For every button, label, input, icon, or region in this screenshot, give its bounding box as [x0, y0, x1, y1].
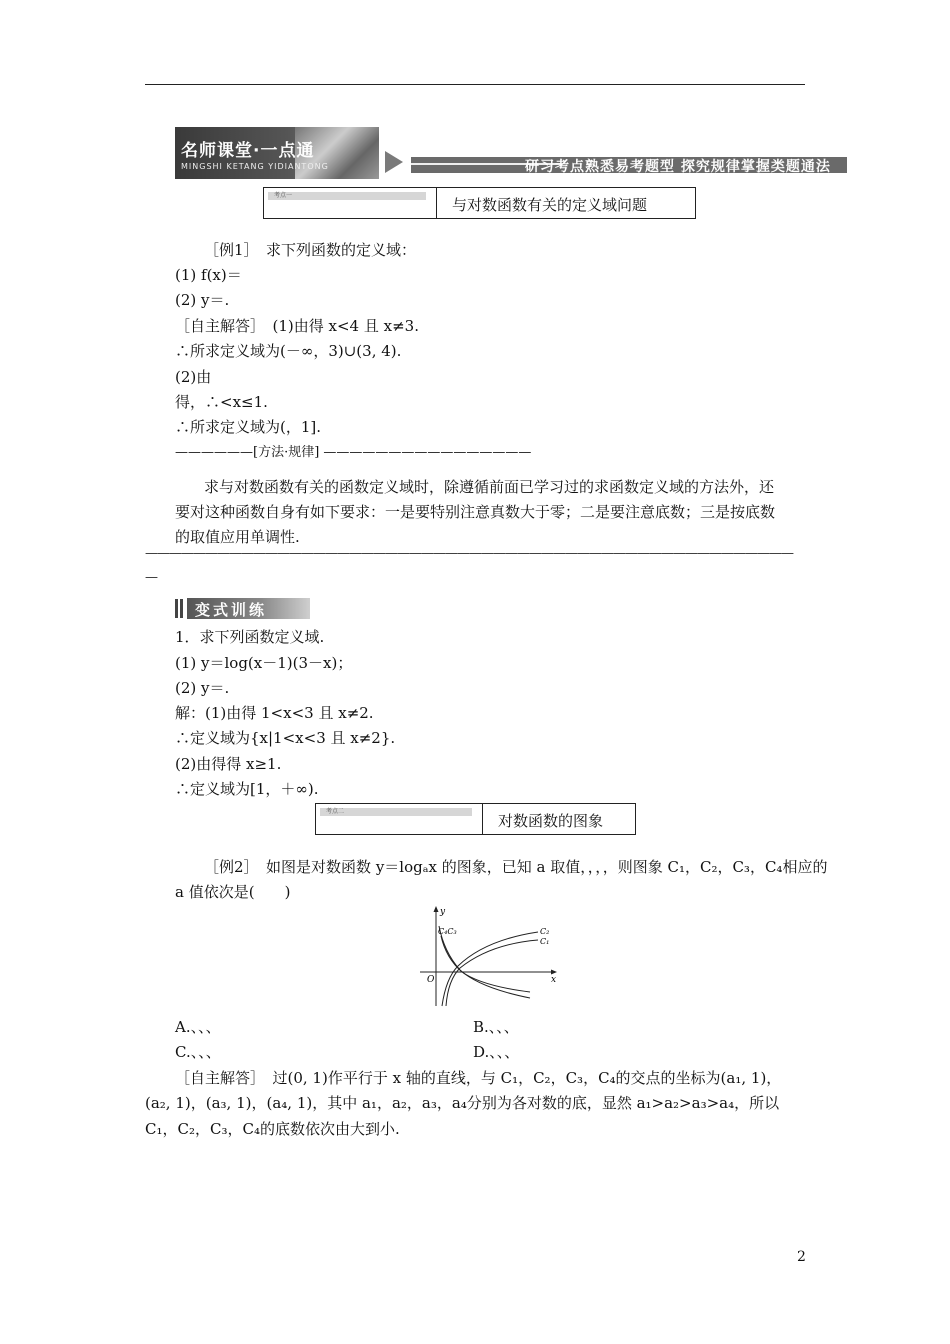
example2-solution-1: ［自主解答］ 过(0, 1)作平行于 x 轴的直线，与 C₁，C₂，C₃，C₄的交点的坐标为(a₁, 1)， — [175, 1069, 782, 1087]
example1-solution-3: (2)由 — [175, 368, 212, 386]
y-axis-arrow-icon — [434, 906, 439, 912]
method-paragraph-2: 要对这种函数自身有如下要求：一是要特别注意真数大于零；二是要注意底数；三是按底数 — [175, 503, 776, 521]
method-label: ——————[方法·规律] ———————————————— — [175, 445, 532, 460]
method-paragraph-3: 的取值应用单调性. — [175, 528, 300, 546]
label-c4-c3: C₄C₃ — [438, 927, 457, 936]
practice-title: 变式训练 — [195, 601, 268, 619]
banner-slogan: 研习考点熟悉易考题型 探究规律掌握类题通法 — [525, 159, 831, 175]
practice-bars — [175, 599, 178, 618]
example1-q1: (1) f(x)＝ — [175, 266, 242, 284]
curve-c4 — [441, 936, 530, 992]
page-number: 2 — [797, 1249, 806, 1265]
example2-paragraph-2: a 值依次是( ) — [175, 883, 291, 901]
topic-tag-label: 考点一 — [268, 192, 426, 200]
option-a: A.、、、 — [175, 1018, 221, 1036]
practice-header — [175, 598, 310, 619]
curve-c1 — [446, 940, 538, 1006]
option-c: C.、、、 — [175, 1043, 221, 1061]
example1-solution-4: 得，∴<x≤1. — [175, 393, 268, 411]
dash-rule-1: —————————————————————————————————————————————————————— — [145, 546, 793, 561]
example1-solution-2: ∴所求定义域为(－∞，3)∪(3, 4). — [175, 342, 402, 360]
y-axis-label: y — [440, 907, 446, 917]
topic-tag — [316, 804, 483, 834]
example1-q2: (2) y＝. — [175, 291, 230, 309]
topic-tag-label: 考点二 — [320, 808, 472, 816]
play-arrow-icon — [385, 151, 403, 173]
example1-solution-5: ∴所求定义域为(，1]. — [175, 418, 322, 436]
dash-rule-2: — — [145, 570, 157, 585]
practice-question: 1．求下列函数定义域. — [175, 628, 325, 646]
option-d: D.、、、 — [473, 1043, 520, 1061]
topic-title: 与对数函数有关的定义域问题 — [452, 196, 648, 214]
banner-title: 名师课堂·一点通 — [181, 141, 315, 161]
example1-solution-1: ［自主解答］ (1)由得 x<4 且 x≠3. — [175, 317, 419, 335]
x-axis-label: x — [551, 975, 557, 985]
example2-solution-2: (a₂, 1)，(a₃, 1)，(a₄, 1)，其中 a₁，a₂，a₃，a₄分别为各对数的底，显然 a₁>a₂>a₃>a₄，所以 — [145, 1094, 780, 1112]
x-axis-arrow-icon — [551, 970, 557, 975]
practice-answer-1: 解：(1)由得 1<x<3 且 x≠2. — [175, 704, 374, 722]
origin-label: O — [427, 975, 435, 985]
practice-answer-2: ∴定义域为{x|1<x<3 且 x≠2}. — [175, 729, 396, 747]
practice-q1: (1) y＝log(x－1)(3－x)； — [175, 654, 353, 672]
method-paragraph-1: 求与对数函数有关的函数定义域时，除遵循前面已学习过的求函数定义域的方法外，还 — [204, 478, 775, 496]
section-banner — [175, 127, 847, 179]
practice-answer-4: ∴定义域为[1，＋∞). — [175, 780, 319, 798]
label-c1: C₁ — [540, 937, 550, 946]
example1-prompt: ［例1］ 求下列函数的定义域： — [204, 241, 417, 259]
example2-paragraph-1: ［例2］ 如图是对数函数 y＝logₐx 的图象，已知 a 取值，，，，则图象 C₁，C₂，C₃，C₄相应的 — [204, 858, 828, 876]
header-rule — [145, 84, 805, 85]
curve-c2 — [442, 932, 538, 1006]
topic-tag — [264, 188, 437, 218]
practice-q2: (2) y＝. — [175, 679, 230, 697]
log-function-graph — [420, 902, 570, 1008]
option-b: B.、、、 — [473, 1018, 519, 1036]
topic-box-1 — [263, 187, 696, 219]
banner-pinyin: MINGSHI KETANG YIDIANTONG — [181, 162, 329, 171]
label-c2: C₂ — [540, 927, 550, 936]
practice-answer-3: (2)由得得 x≥1. — [175, 755, 282, 773]
topic-box-2 — [315, 803, 636, 835]
topic-title: 对数函数的图象 — [498, 812, 604, 830]
example2-solution-3: C₁，C₂，C₃，C₄的底数依次由大到小. — [145, 1120, 400, 1138]
